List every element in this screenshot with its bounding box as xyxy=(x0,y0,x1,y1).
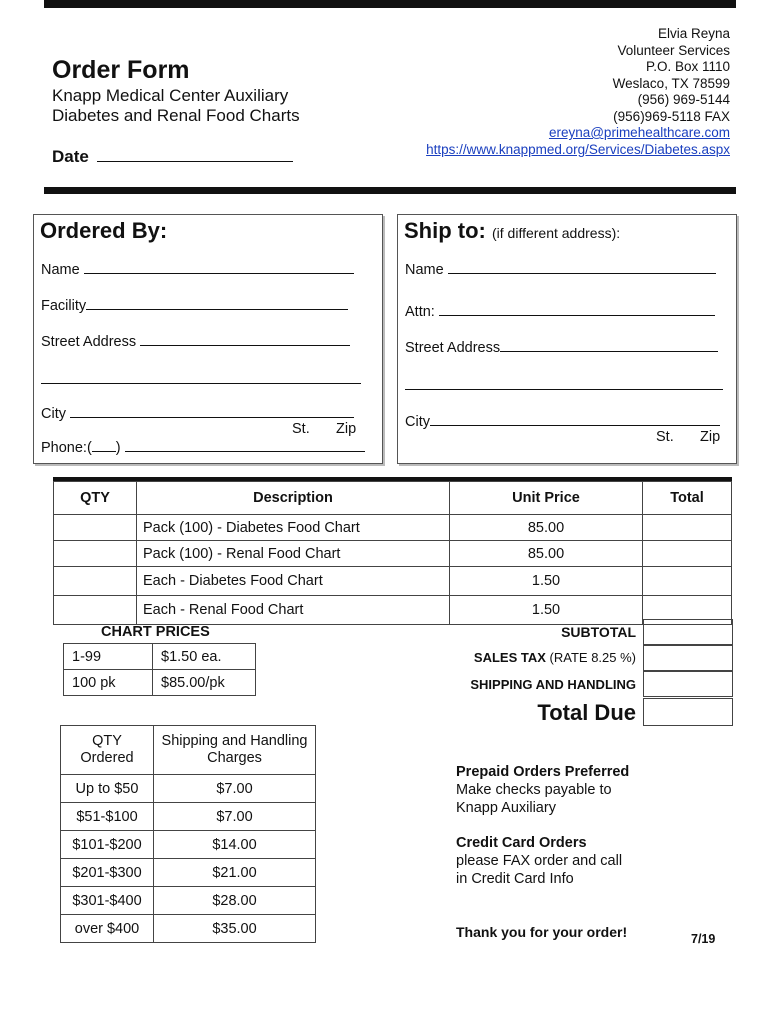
prepaid-heading: Prepaid Orders Preferred xyxy=(456,764,630,780)
unit-price-cell: 85.00 xyxy=(450,541,643,567)
qty-header: QTY xyxy=(54,482,137,515)
unit-price-cell: 1.50 xyxy=(450,596,643,625)
date-line[interactable] xyxy=(97,147,293,162)
table-row xyxy=(64,670,256,696)
unit-price-header: Unit Price xyxy=(450,482,643,515)
table-row xyxy=(61,887,316,915)
sales-tax-label: SALES TAX (RATE 8.25 %) xyxy=(473,650,636,665)
shipping-charges-table xyxy=(60,725,316,943)
table-row xyxy=(61,859,316,887)
table-row xyxy=(54,541,732,567)
page-title: Order Form xyxy=(52,56,190,84)
price-cell: $85.00/pk xyxy=(153,670,256,696)
price-qty-cell: 100 pk xyxy=(64,670,153,696)
page-subtitle xyxy=(52,86,300,126)
description-header: Description xyxy=(137,482,450,515)
ship-to-street-line-2[interactable] xyxy=(405,376,723,390)
credit-line-1: please FAX order and call xyxy=(456,853,623,869)
unit-price-cell: 85.00 xyxy=(450,515,643,541)
credit-card-note xyxy=(456,834,622,888)
range-cell: over $400 xyxy=(61,915,154,943)
thank-you-text: Thank you for your order! xyxy=(456,924,628,940)
items-table xyxy=(53,481,732,625)
charges-header: Shipping and Handling Charges xyxy=(154,726,316,775)
price-qty-cell: 1-99 xyxy=(64,644,153,670)
price-cell: $1.50 ea. xyxy=(153,644,256,670)
ordered-by-city-field[interactable]: City xyxy=(41,404,354,422)
subtitle-line-1: Knapp Medical Center Auxiliary xyxy=(52,86,289,105)
contact-po-box: P.O. Box 1110 xyxy=(645,59,730,74)
total-cell[interactable] xyxy=(643,541,732,567)
ship-to-street-field[interactable]: Street Address xyxy=(405,338,718,356)
range-cell: $51-$100 xyxy=(61,803,154,831)
ordered-by-phone-field[interactable]: Phone:( ) xyxy=(41,438,365,456)
ship-to-attn-field[interactable]: Attn: xyxy=(405,302,715,320)
description-cell: Each - Renal Food Chart xyxy=(137,596,450,625)
shipping-box[interactable] xyxy=(643,671,733,697)
subtitle-line-2: Diabetes and Renal Food Charts xyxy=(52,106,300,125)
prepaid-line-2: Knapp Auxiliary xyxy=(456,800,556,816)
ordered-by-box xyxy=(33,214,383,464)
charge-cell: $28.00 xyxy=(154,887,316,915)
total-cell[interactable] xyxy=(643,567,732,596)
items-header-row xyxy=(54,482,732,515)
table-row xyxy=(54,596,732,625)
description-cell: Pack (100) - Diabetes Food Chart xyxy=(137,515,450,541)
table-row xyxy=(61,803,316,831)
subtotal-box[interactable] xyxy=(643,619,733,645)
charge-cell: $7.00 xyxy=(154,803,316,831)
ordered-by-zip-label: Zip xyxy=(336,421,357,437)
range-cell: $101-$200 xyxy=(61,831,154,859)
charge-cell: $35.00 xyxy=(154,915,316,943)
ordered-by-street-field[interactable]: Street Address xyxy=(41,332,350,350)
total-due-box[interactable] xyxy=(643,698,733,726)
ordered-by-st-label: St. xyxy=(292,421,310,437)
ordered-by-name-field[interactable]: Name xyxy=(41,260,354,278)
ordered-by-heading: Ordered By: xyxy=(40,218,168,243)
charge-cell: $14.00 xyxy=(154,831,316,859)
ship-to-zip-label: Zip xyxy=(700,429,721,445)
table-row xyxy=(64,644,256,670)
total-header: Total xyxy=(643,482,732,515)
contact-name: Elvia Reyna xyxy=(657,26,730,41)
credit-heading: Credit Card Orders xyxy=(456,835,587,851)
qty-cell[interactable] xyxy=(54,515,137,541)
table-row xyxy=(61,915,316,943)
chart-prices-heading: CHART PRICES xyxy=(101,624,210,640)
description-cell: Each - Diabetes Food Chart xyxy=(137,567,450,596)
ordered-by-facility-field[interactable]: Facility xyxy=(41,296,348,314)
top-rule xyxy=(44,0,736,8)
ship-to-st-label: St. xyxy=(656,429,674,445)
contact-dept: Volunteer Services xyxy=(617,42,730,58)
ship-to-city-field[interactable]: City xyxy=(405,412,720,430)
prepaid-note xyxy=(456,763,629,817)
table-row xyxy=(61,775,316,803)
range-cell: Up to $50 xyxy=(61,775,154,803)
charge-cell: $21.00 xyxy=(154,859,316,887)
table-row xyxy=(54,515,732,541)
subtotal-label: SUBTOTAL xyxy=(561,624,636,640)
date-label: Date xyxy=(52,147,89,166)
sales-tax-box[interactable] xyxy=(643,645,733,671)
qty-ordered-header: QTY Ordered xyxy=(61,726,154,775)
contact-city: Weslaco, TX 78599 xyxy=(612,75,730,91)
shipping-header-row xyxy=(61,726,316,775)
description-cell: Pack (100) - Renal Food Chart xyxy=(137,541,450,567)
contact-url-link[interactable]: https://www.knappmed.org/Services/Diabetes.aspx xyxy=(426,141,730,157)
total-cell[interactable] xyxy=(643,515,732,541)
qty-cell[interactable] xyxy=(54,596,137,625)
ship-to-name-field[interactable]: Name xyxy=(405,260,716,278)
unit-price-cell: 1.50 xyxy=(450,567,643,596)
ship-to-box xyxy=(397,214,737,464)
version-label: 7/19 xyxy=(691,932,716,946)
contact-block xyxy=(390,26,730,158)
header-rule xyxy=(44,187,736,194)
range-cell: $201-$300 xyxy=(61,859,154,887)
qty-cell[interactable] xyxy=(54,567,137,596)
date-field[interactable] xyxy=(52,147,293,167)
table-row xyxy=(54,567,732,596)
prepaid-line-1: Make checks payable to xyxy=(456,782,612,798)
chart-prices-table xyxy=(63,643,256,696)
contact-fax: (956)969-5118 FAX xyxy=(613,108,730,124)
contact-email-link[interactable]: ereyna@primehealthcare.com xyxy=(548,125,730,140)
charge-cell: $7.00 xyxy=(154,775,316,803)
credit-line-2: in Credit Card Info xyxy=(456,871,574,887)
qty-cell[interactable] xyxy=(54,541,137,567)
shipping-label: SHIPPING AND HANDLING xyxy=(470,677,636,692)
contact-phone: (956) 969-5144 xyxy=(637,92,730,107)
ordered-by-street-line-2[interactable] xyxy=(41,370,361,384)
ship-to-heading: Ship to: (if different address): xyxy=(404,218,621,243)
table-row xyxy=(61,831,316,859)
range-cell: $301-$400 xyxy=(61,887,154,915)
total-due-label: Total Due xyxy=(537,700,636,725)
